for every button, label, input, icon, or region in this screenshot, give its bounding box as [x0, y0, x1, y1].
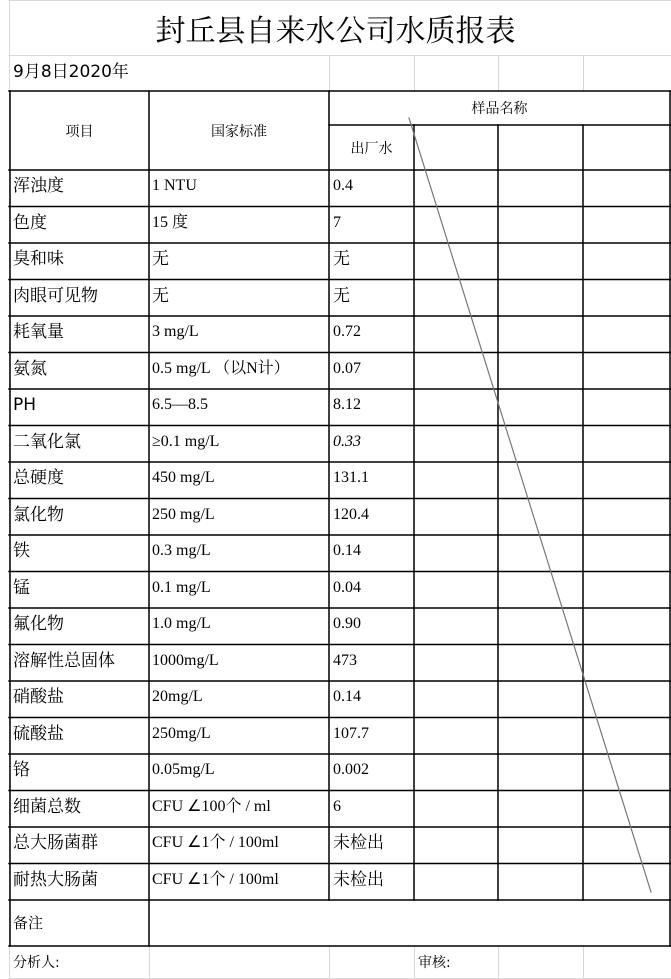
header-sample-name: 样品名称 [471, 101, 528, 117]
row-item: 氟化物 [13, 614, 64, 634]
analyst-label: 分析人: [13, 955, 60, 971]
remarks-label: 备注 [13, 914, 44, 932]
row-value: 120.4 [333, 505, 369, 523]
row-item: 二氧化氯 [13, 431, 81, 452]
row-value: 0.002 [333, 761, 369, 778]
header-item: 项目 [65, 123, 94, 140]
row-standard: 无 [152, 285, 169, 306]
row-item: 总硬度 [13, 468, 64, 488]
row-item: 锰 [13, 577, 30, 598]
row-standard: 1000mg/L [152, 651, 219, 669]
row-value: 8.12 [333, 396, 361, 413]
row-standard: CFU ∠1个 / 100ml [152, 870, 279, 888]
row-value: 未检出 [333, 833, 384, 853]
row-item: 氨氮 [13, 358, 47, 379]
row-standard: CFU ∠1个 / 100ml [152, 834, 279, 851]
row-item: 肉眼可见物 [13, 285, 98, 306]
row-value: 6 [333, 797, 341, 815]
row-item: 浑浊度 [13, 176, 64, 196]
row-standard: 20mg/L [152, 688, 203, 705]
report-title: 封丘县自来水公司水质报表 [155, 14, 516, 49]
row-standard: 3 mg/L [152, 323, 199, 340]
row-value: 131.1 [333, 469, 369, 486]
row-standard: ≥0.1 mg/L [152, 432, 220, 450]
row-item: 臭和味 [13, 249, 64, 269]
row-value: 0.90 [333, 615, 361, 632]
row-value: 0.14 [333, 542, 361, 559]
row-item: 硝酸盐 [13, 687, 64, 707]
row-standard: 250mg/L [152, 724, 211, 742]
row-standard: CFU ∠100个 / ml [152, 797, 271, 815]
row-value: 0.33 [333, 432, 361, 450]
row-standard: 15 度 [152, 213, 189, 231]
row-standard: 450 mg/L [152, 469, 215, 486]
row-standard: 0.1 mg/L [152, 578, 211, 596]
row-value: 0.07 [333, 359, 361, 377]
row-value: 107.7 [333, 724, 369, 742]
row-value: 7 [333, 213, 341, 231]
row-standard: 无 [152, 249, 169, 269]
row-item: 硫酸盐 [13, 723, 64, 744]
row-item: 溶解性总固体 [13, 650, 115, 671]
row-item: 氯化物 [13, 504, 64, 525]
row-item: 铬 [13, 760, 30, 780]
row-item: PH [13, 395, 37, 415]
row-value: 未检出 [333, 869, 384, 890]
row-value: 473 [333, 651, 357, 669]
report-date: 9月8日2020年 [13, 62, 129, 82]
row-value: 0.04 [333, 578, 361, 596]
header-standard: 国家标准 [211, 123, 267, 140]
row-standard: 0.3 mg/L [152, 542, 211, 559]
row-item: 耐热大肠菌 [13, 869, 98, 890]
header-outlet-water: 出厂水 [350, 140, 393, 157]
row-standard: 1.0 mg/L [152, 615, 211, 632]
row-standard: 250 mg/L [152, 505, 215, 523]
row-standard: 6.5—8.5 [152, 396, 208, 413]
row-value: 无 [333, 285, 350, 306]
row-item: 色度 [13, 212, 47, 233]
reviewer-label: 审核: [418, 955, 451, 971]
row-item: 耗氧量 [13, 322, 64, 342]
row-value: 0.14 [333, 688, 361, 705]
diagonal-strike-line [409, 118, 651, 892]
row-value: 0.72 [333, 323, 361, 340]
row-item: 细菌总数 [13, 796, 81, 817]
row-item: 总大肠菌群 [13, 833, 98, 853]
row-item: 铁 [13, 541, 30, 561]
row-standard: 0.05mg/L [152, 761, 215, 778]
row-value: 0.4 [333, 177, 353, 194]
row-standard: 0.5 mg/L （以N计） [152, 359, 290, 377]
row-value: 无 [333, 249, 350, 269]
row-standard: 1 NTU [152, 177, 197, 194]
